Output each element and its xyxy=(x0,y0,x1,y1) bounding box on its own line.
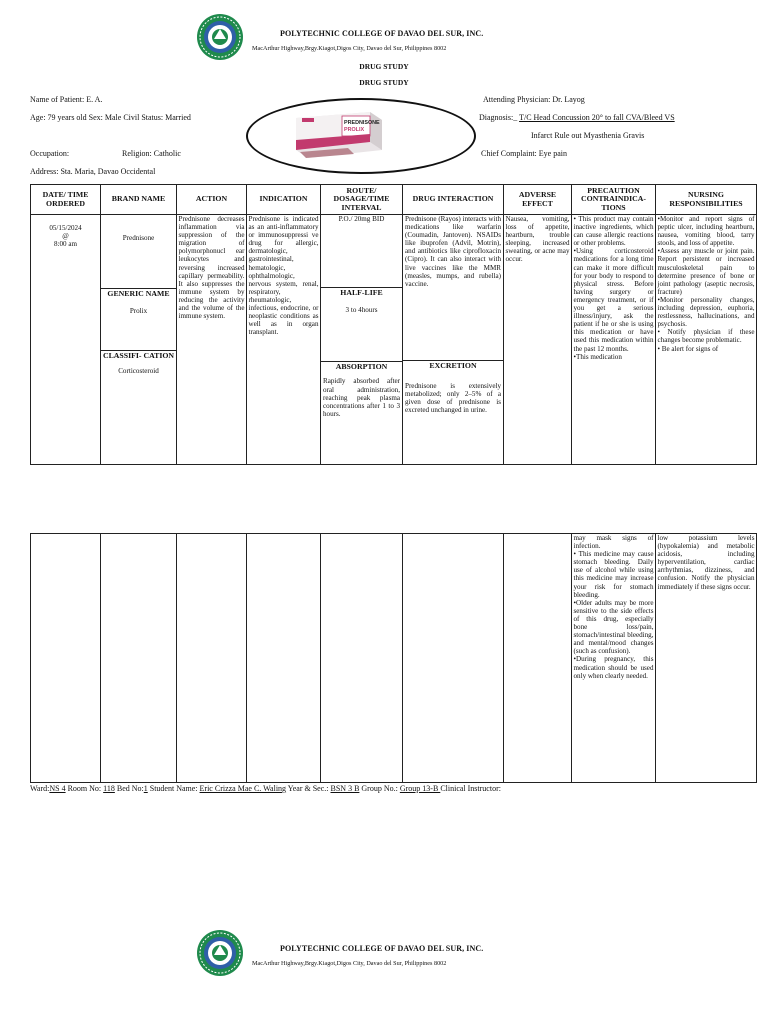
header-route: ROUTE/ DOSAGE/TIME INTERVAL xyxy=(321,185,403,215)
classification-value: Corticosteroid xyxy=(118,367,159,376)
document-subtitle: DRUG STUDY xyxy=(359,78,409,87)
diagnosis: Diagnosis:_ T/C Head Concussion 20° to fall CVA/Bleed VS xyxy=(479,113,675,122)
indication-cell: Prednisone is indicated as an anti-inflammatory or immunosuppressi ve drug for allergic, dermatologic, gastrointestinal, hematologic, ophthalmologic, nervous system, renal, respiratory, rheumatologic, infectious, endocrine, or neoplastic conditions as well as in organ transplant. xyxy=(247,215,321,465)
clinical-instructor-label: Clinical Instructor: xyxy=(440,784,501,793)
adverse-effect-cell: Nausea, vomiting, loss of appetite, heartburn, trouble sleeping, increased sweating, or acne may occur. xyxy=(504,215,572,465)
diagnosis-line2: Infarct Rule out Myasthenia Gravis xyxy=(531,131,645,140)
nursing-cell: •Monitor and report signs of peptic ulcer, including heartburn, nausea, vomiting blood, tarry stools, and loss of appetite. •Assess any muscle or joint pain. Report persistent or increased musculoskeletal pain to determine presence of bone or joint pathology (aseptic necrosis, fracture) •Monitor personality changes, including depression, euphoria, restlessness, hallucinations, and psychosis. • Notify physician if these changes become problematic. • Be alert for signs of xyxy=(656,215,757,465)
cont-nursing-cell: low potassium levels (hypokalemia) and metabolic acidosis, including hyperventilation, cardiac arrhythmias, dizziness, and confusion. Notify the physician immediately if these signs occur. xyxy=(656,534,757,783)
excretion-value: Prednisone is extensively metabolized; only 2–5% of a given dose of prednisone is excreted unchanged in urine. xyxy=(405,382,501,415)
generic-name-value: Prolix xyxy=(129,307,148,316)
header-precaution: PRECAUTION CONTRAINDICA- TIONS xyxy=(572,185,656,215)
drug-box-label-2: PROLIX xyxy=(344,127,365,133)
precaution-cell: • This product may contain inactive ingredients, which can cause allergic reactions or other problems. •Using corticosteroid medications for a long time can make it more difficult for your body to respond to physical stress. Before having surgery or emergency treatment, or if you get a serious illness/injury, ask the patient if he or she is using this medication or have used this medication within the past 12 months. •This medication xyxy=(572,215,656,465)
college-name: POLYTECHNIC COLLEGE OF DAVAO DEL SUR, INC. xyxy=(280,29,484,38)
header-drug-interaction: DRUG INTERACTION xyxy=(403,185,504,215)
header-brand-name: BRAND NAME xyxy=(101,185,177,215)
classification-label: CLASSIFI- CATION xyxy=(102,351,175,361)
attending-physician: Attending Physician: Dr. Layog xyxy=(483,95,585,104)
halflife-label: HALF-LIFE xyxy=(340,288,383,297)
excretion-label: EXCRETION xyxy=(429,361,477,370)
bed-value: 1 xyxy=(143,784,148,793)
drug-box-image xyxy=(290,110,386,162)
brand-cell xyxy=(101,215,177,465)
chief-complaint: Chief Complaint: Eye pain xyxy=(481,149,567,158)
drug-study-table xyxy=(30,184,757,465)
interaction-cell xyxy=(403,215,504,465)
group-number: Group 13-B xyxy=(399,784,441,793)
cont-interaction-cell xyxy=(403,534,504,783)
route-value: P.O./ 20mg BID xyxy=(338,215,385,223)
cont-date-cell xyxy=(31,534,101,783)
header-nursing: NURSING RESPONSIBILITIES xyxy=(656,185,757,215)
cont-action-cell xyxy=(177,534,247,783)
header-indication: INDICATION xyxy=(247,185,321,215)
absorption-value: Rapidly absorbed after oral administration, reaching peak plasma concentrations after 1 to 3 hours. xyxy=(323,377,400,418)
college-address: MacArthur Highway,Brgy.Kiagot,Digos City, Davao del Sur, Philippines 8002 xyxy=(252,45,447,52)
halflife-value: 3 to 4hours xyxy=(345,306,378,315)
college-seal-icon xyxy=(196,13,244,61)
patient-age-sex-status: Age: 79 years old Sex: Male Civil Status: Married xyxy=(30,113,191,122)
document-title: DRUG STUDY xyxy=(359,62,409,71)
absorption-label: ABSORPTION xyxy=(335,362,388,372)
college-seal-icon-bottom xyxy=(196,929,244,977)
patient-address: Address: Sta. Maria, Davao Occidental xyxy=(30,167,156,176)
drug-box-label-1: PREDNISONE xyxy=(344,120,380,126)
college-name-bottom: POLYTECHNIC COLLEGE OF DAVAO DEL SUR, INC. xyxy=(280,944,484,953)
college-address-bottom: MacArthur Highway,Brgy.Kiagot,Digos City, Davao del Sur, Philippines 8002 xyxy=(252,960,447,967)
date-cell xyxy=(31,215,101,465)
header-action: ACTION xyxy=(177,185,247,215)
generic-name-label: GENERIC NAME xyxy=(107,289,170,298)
ward-value: NS 4 xyxy=(49,784,66,793)
year-section: BSN 3 B xyxy=(330,784,360,793)
action-cell: Prednisone decreases inflammation via suppression of the migration of polymorphonucl ear leukocytes and reversing increased capillary permeability. It also suppresses the immune system by reducing the activity and the volume of the immune system. xyxy=(177,215,247,465)
cont-route-cell xyxy=(321,534,403,783)
at-symbol: @ xyxy=(62,232,69,241)
time-value: 8:00 am xyxy=(53,240,78,249)
cont-brand-cell xyxy=(101,534,177,783)
drug-study-table-continued xyxy=(30,533,757,783)
route-cell xyxy=(321,215,403,465)
header-date-time: DATE/ TIME ORDERED xyxy=(31,185,101,215)
cont-adverse-cell xyxy=(504,534,572,783)
patient-occupation: Occupation: xyxy=(30,149,70,158)
student-name: Eric Crizza Mae C. Waling xyxy=(199,784,287,793)
patient-name: Name of Patient: E. A. xyxy=(30,95,103,104)
cont-indication-cell xyxy=(247,534,321,783)
ward-info-line: Ward:NS 4 Room No: 118 Bed No:1 Student Name: Eric Crizza Mae C. Waling Year & Sec.: BSN 3 B Group No.: Group 13-B Clinical Instructor: xyxy=(30,784,501,793)
room-value: 118 xyxy=(103,784,115,793)
patient-religion: Religion: Catholic xyxy=(122,149,181,158)
header-adverse-effect: ADVERSE EFFECT xyxy=(504,185,572,215)
cont-precaution-cell: may mask signs of infection. • This medicine may cause stomach bleeding. Daily use of alcohol while using this medicine may increase your risk for stomach bleeding. •Older adults may be more sensitive to the side effects of this drug, especially bone loss/pain, stomach/intestinal bleeding, and mental/mood changes (such as confusion). •During pregnancy, this medication should be used only when clearly needed. xyxy=(572,534,656,783)
date-value: 05/15/2024 xyxy=(49,224,82,232)
interaction-value: Prednisone (Rayos) interacts with medications like warfarin (Coumadin, Jantoven). NSAIDs like ibuprofen (Advil, Motrin), and antibiotics like ciprofloxacin (Cipro). It can also interact with live vaccines like the MMR (measles, mumps, and rubella) vaccine. xyxy=(405,215,501,288)
brand-name-value: Prednisone xyxy=(122,234,155,242)
